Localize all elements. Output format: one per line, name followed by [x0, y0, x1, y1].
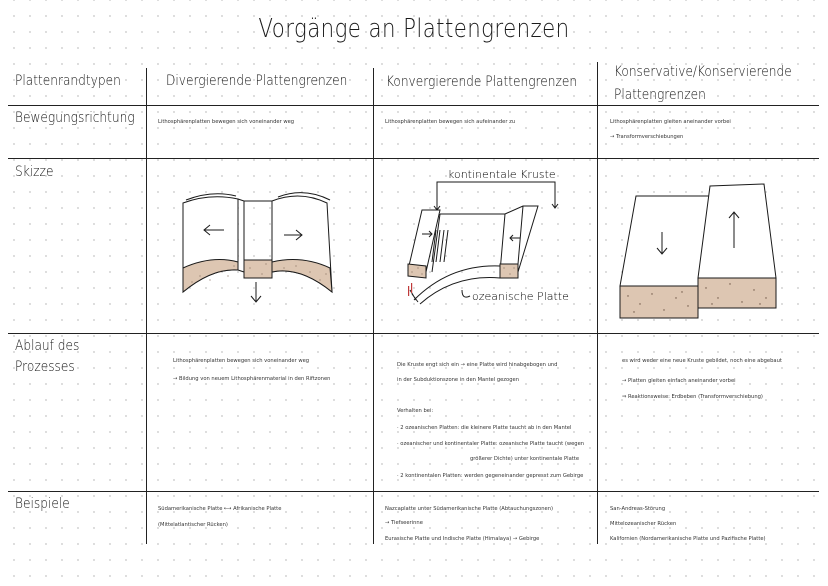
header-divergent: Divergierende Plattengrenzen: [166, 73, 348, 89]
bewegung-conservative-note: → Transformverschiebungen: [610, 134, 684, 140]
header-row-label: Plattenrandtypen: [15, 73, 121, 89]
label-ozeanische-platte: ozeanische Platte: [472, 290, 569, 303]
ablauf-divergent-line2: → Bildung von neuem Lithosphärenmaterial in den Riftzonen: [173, 376, 331, 382]
bewegung-convergent-text: Lithosphärenplatten bewegen sich aufeinander zu: [385, 119, 516, 125]
ablauf-convergent-line2: in der Subduktionszone in den Mantel gezogen: [397, 377, 519, 383]
bewegung-conservative-text: Lithosphärenplatten gleiten aneinander vorbei: [610, 119, 731, 125]
ablauf-convergent-line1: Die Kruste engt sich ein → eine Platte wird hinabgebogen und: [397, 362, 558, 368]
beispiele-conservative-line2: Mittelozeanischer Rücken: [610, 521, 677, 527]
header-conservative-line2: Plattengrenzen: [614, 87, 706, 103]
beispiele-convergent-line2: → Tiefseerinne: [385, 520, 423, 526]
ablauf-divergent-line1: Lithosphärenplatten bewegen sich voneinander weg: [173, 358, 310, 364]
page-title: Vorgänge an Plattengrenzen: [258, 14, 570, 44]
row-label-skizze: Skizze: [15, 164, 54, 180]
header-convergent: Konvergierende Plattengrenzen: [386, 74, 578, 90]
row-label-bewegungsrichtung: Bewegungsrichtung: [15, 110, 135, 126]
beispiele-conservative-line3: Kalifornien (Nordamerikanische Platte und Pazifische Platte): [610, 536, 766, 542]
bewegung-divergent-text: Lithosphärenplatten bewegen sich voneinander weg: [158, 119, 295, 125]
row-label-beispiele: Beispiele: [15, 496, 70, 512]
ablauf-convergent-line4: · 2 ozeanischen Platten: die kleinere Platte taucht ab in den Mantel: [397, 425, 572, 431]
beispiele-convergent-line1: Nazcaplatte unter Südamerikanische Platte (Abtauchungszonen): [385, 506, 554, 512]
ablauf-conservative-line3: ⇒ Reaktionsweise: Erdbeben (Transformverschiebung): [622, 394, 763, 400]
beispiele-divergent-line1: Südamerikanische Platte ⟷ Afrikanische Platte: [158, 506, 282, 512]
row-label-ablauf-line2: Prozesses: [15, 359, 75, 375]
ablauf-conservative-line2: → Platten gleiten einfach aneinander vorbei: [622, 378, 736, 384]
row-label-ablauf-line1: Ablauf des: [15, 338, 80, 354]
beispiele-convergent-line3: Eurasische Platte und Indische Platte (Himalaya) → Gebirge: [385, 536, 540, 542]
ablauf-convergent-line5: · ozeanischer und kontinentaler Platte: ozeanische Platte taucht (wegen: [397, 441, 585, 447]
ablauf-convergent-line7: · 2 kontinentalen Platten: werden gegeneinander gepresst zum Gebirge: [397, 473, 584, 479]
ablauf-convergent-line3: Verhalten bei:: [397, 408, 434, 414]
beispiele-conservative-line1: San-Andreas-Störung: [610, 506, 666, 512]
ablauf-conservative-line1: es wird weder eine neue Kruste gebildet, noch eine abgebaut: [622, 358, 782, 364]
ablauf-convergent-line6: größerer Dichte) unter kontinentale Platte: [470, 456, 580, 462]
label-kontinentale-kruste: kontinentale Kruste: [448, 168, 556, 181]
header-conservative-line1: Konservative/Konservierende: [614, 64, 792, 80]
beispiele-divergent-line2: (Mittelatlantischer Rücken): [158, 522, 228, 528]
